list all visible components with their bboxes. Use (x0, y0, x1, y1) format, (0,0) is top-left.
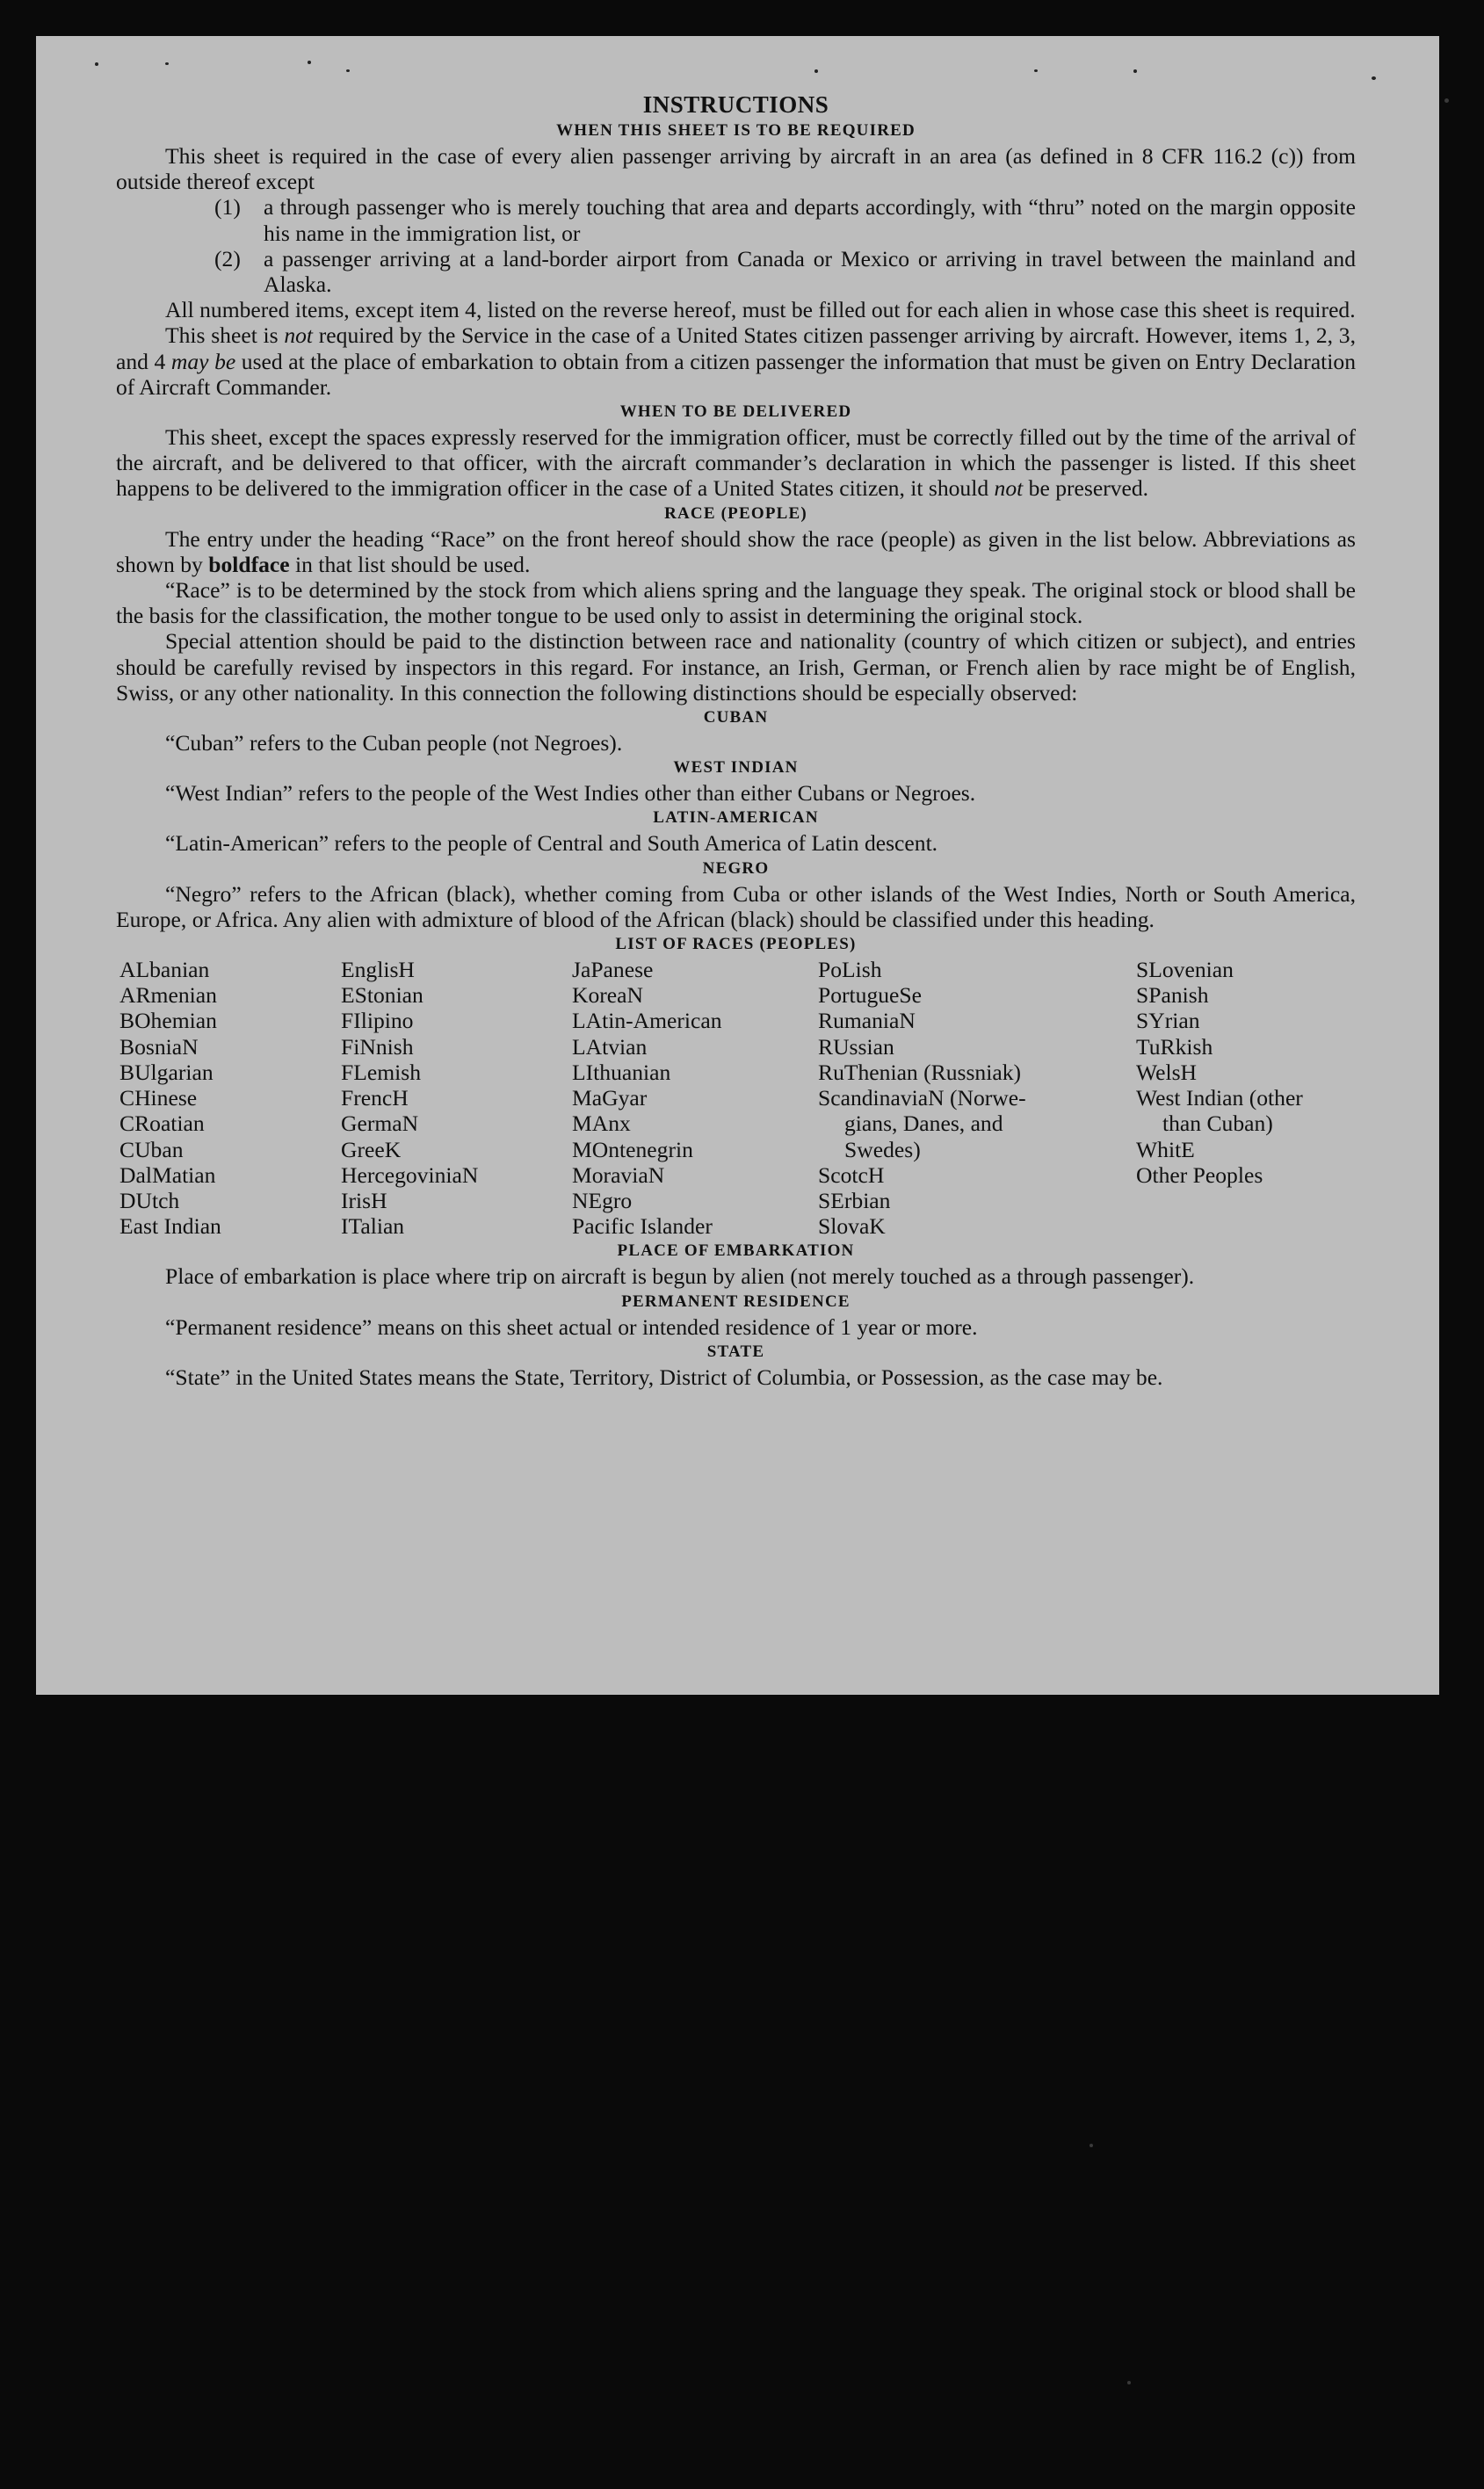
paragraph: This sheet is not required by the Service in the case of a United States citizen passenger arriving by aircraft. However, items 1, 2, 3, and 4 may be used at the place of embarkation to obtain from a citizen passenger the information that must be given on Entry Declaration of Aircraft Commander. (116, 322, 1356, 400)
race-entry: IrisH (341, 1187, 387, 1213)
scan-speck (1089, 2144, 1093, 2147)
race-entry: LIthuanian (572, 1059, 671, 1085)
heading-negro: NEGRO (702, 858, 770, 878)
races-table (119, 957, 1356, 1239)
race-entry: ScotcH (818, 1161, 885, 1188)
scan-speck (346, 69, 350, 72)
race-entry: NEgro (572, 1187, 633, 1213)
race-entry: RUssian (818, 1033, 894, 1060)
item-number: (1) (214, 194, 241, 221)
race-entry: MaGyar (572, 1085, 648, 1111)
heading-west-indian: WEST INDIAN (673, 758, 799, 778)
numbered-item (214, 246, 1356, 297)
race-entry: BosniaN (119, 1033, 199, 1060)
scan-speck (95, 62, 98, 66)
scan-speck (1372, 76, 1376, 80)
race-entry: TuRkish (1136, 1033, 1213, 1060)
numbered-item (214, 194, 1356, 245)
instruction-sheet (36, 36, 1439, 1695)
scan-speck (165, 62, 169, 65)
races-column-2 (341, 957, 572, 1239)
paragraph: Special attention should be paid to the distinction between race and nationality (country of which citizen or subject), and entries should be carefully revised by inspectors in this regard. For instance, an Irish, German, or French alien by race might be of English, Swiss, or any other nationality. In this connection the following distinctions should be especially observed: (116, 628, 1356, 705)
scan-speck (1444, 98, 1449, 103)
race-entry: LAtin-American (572, 1008, 722, 1034)
race-entry: West Indian (other (1136, 1085, 1303, 1111)
document-body (116, 90, 1356, 1390)
paragraph: “Permanent residence” means on this sheet actual or intended residence of 1 year or more. (165, 1313, 978, 1340)
document-title: INSTRUCTIONS (642, 91, 829, 118)
race-entry: ScandinaviaN (Norwe- (818, 1085, 1026, 1111)
race-entry: East Indian (119, 1213, 221, 1240)
race-entry: ARmenian (119, 982, 217, 1009)
race-entry: FLemish (341, 1059, 422, 1085)
paragraph: This sheet, except the spaces expressly reserved for the immigration officer, must be correctly filled out by the time of the arrival of the aircraft, and be delivered to that officer, with the aircraft commander’s declaration in which the passenger is listed. If this sheet happens to be delivered to the immigration officer in the case of a United States citizen, it should not be preserved. (116, 424, 1356, 502)
race-entry: LAtvian (572, 1033, 648, 1060)
race-entry: DUtch (119, 1187, 180, 1213)
race-entry: EStonian (341, 982, 423, 1009)
race-entry: CHinese (119, 1085, 198, 1111)
race-entry: MoraviaN (572, 1161, 665, 1188)
scan-speck (1127, 2381, 1131, 2384)
scan-speck (1034, 69, 1038, 72)
race-entry: EnglisH (341, 957, 415, 983)
race-entry: CRoatian (119, 1111, 205, 1137)
race-entry: SlovaK (818, 1213, 886, 1240)
race-entry: RumaniaN (818, 1008, 916, 1034)
race-entry: DalMatian (119, 1161, 216, 1188)
paragraph: “State” in the United States means the State, Territory, District of Columbia, or Possession, as the case may be. (165, 1364, 1163, 1390)
race-entry-continued: Swedes) (844, 1136, 921, 1162)
race-entry: BOhemian (119, 1008, 217, 1034)
item-number: (2) (214, 245, 241, 271)
paragraph: “West Indian” refers to the people of the West Indies other than either Cubans or Negroes. (165, 780, 976, 807)
races-column-3 (572, 957, 818, 1239)
heading-place-of-embarkation: PLACE OF EMBARKATION (617, 1241, 855, 1261)
paragraph: The entry under the heading “Race” on the front hereof should show the race (people) as given in the list below. Abbreviations as shown by boldface in that list should be used. (116, 525, 1356, 577)
scan-speck (1133, 69, 1137, 73)
heading-when-delivered: WHEN TO BE DELIVERED (619, 402, 852, 422)
heading-when-required: WHEN THIS SHEET IS TO BE REQUIRED (556, 121, 916, 140)
item-text: a passenger arriving at a land-border airport from Canada or Mexico or arriving in travel between the mainland and Alaska. (264, 245, 1356, 298)
race-entry: Pacific Islander (572, 1213, 713, 1240)
race-entry: KoreaN (572, 982, 644, 1009)
race-entry: PortugueSe (818, 982, 923, 1009)
scan-speck (308, 61, 311, 64)
heading-list-of-races: LIST OF RACES (PEOPLES) (615, 935, 857, 954)
heading-permanent-residence: PERMANENT RESIDENCE (621, 1292, 851, 1311)
race-entry: WhitE (1136, 1136, 1195, 1162)
races-column-4 (818, 957, 1136, 1239)
scan-speck (814, 69, 818, 73)
race-entry: MOntenegrin (572, 1136, 693, 1162)
race-entry: SYrian (1136, 1008, 1200, 1034)
paragraph: “Cuban” refers to the Cuban people (not Negroes). (165, 730, 623, 756)
race-entry: Other Peoples (1136, 1161, 1263, 1188)
paragraph: “Race” is to be determined by the stock from which aliens spring and the language they speak. The original stock or blood shall be the basis for the classification, the mother tongue to be used only to assist in determining the original stock. (116, 577, 1356, 629)
races-column-5 (1136, 957, 1356, 1239)
item-text: a through passenger who is merely touching that area and departs accordingly, with “thru” noted on the margin opposite his name in the immigration list, or (264, 194, 1356, 246)
paragraph: This sheet is required in the case of every alien passenger arriving by aircraft in an area (as defined in 8 CFR 116.2 (c)) from outside thereof except (116, 143, 1356, 195)
race-entry-continued: than Cuban) (1162, 1111, 1273, 1137)
heading-cuban: CUBAN (703, 708, 769, 727)
heading-latin-american: LATIN-AMERICAN (653, 808, 819, 828)
race-entry-continued: gians, Danes, and (844, 1111, 1003, 1137)
heading-state: STATE (706, 1342, 765, 1361)
race-entry: GreeK (341, 1136, 402, 1162)
race-entry: JaPanese (572, 957, 654, 983)
race-entry: SPanish (1136, 982, 1209, 1009)
race-entry: PoLish (818, 957, 882, 983)
paragraph: “Negro” refers to the African (black), whether coming from Cuba or other islands of the West Indies, North or South America, Europe, or Africa. Any alien with admixture of blood of the African (black) should be classified under this heading. (116, 880, 1356, 932)
race-entry: FrencH (341, 1085, 409, 1111)
race-entry: FIlipino (341, 1008, 414, 1034)
race-entry: FiNnish (341, 1033, 414, 1060)
race-entry: GermaN (341, 1111, 419, 1137)
races-column-1 (119, 957, 341, 1239)
race-entry: WelsH (1136, 1059, 1198, 1085)
heading-race: RACE (PEOPLE) (664, 503, 807, 523)
race-entry: HercegoviniaN (341, 1161, 479, 1188)
race-entry: SLovenian (1136, 957, 1234, 983)
race-entry: RuThenian (Russniak) (818, 1059, 1022, 1085)
race-entry: SErbian (818, 1187, 891, 1213)
paragraph: “Latin-American” refers to the people of Central and South America of Latin descent. (165, 830, 938, 857)
paragraph: Place of embarkation is place where trip on aircraft is begun by alien (not merely touched as a through passenger). (165, 1263, 1195, 1290)
race-entry: BUlgarian (119, 1059, 214, 1085)
race-entry: CUban (119, 1136, 184, 1162)
paragraph: All numbered items, except item 4, listed on the reverse hereof, must be filled out for each alien in whose case this sheet is required. (165, 297, 1356, 323)
race-entry: ALbanian (119, 957, 210, 983)
race-entry: MAnx (572, 1111, 631, 1137)
race-entry: ITalian (341, 1213, 405, 1240)
